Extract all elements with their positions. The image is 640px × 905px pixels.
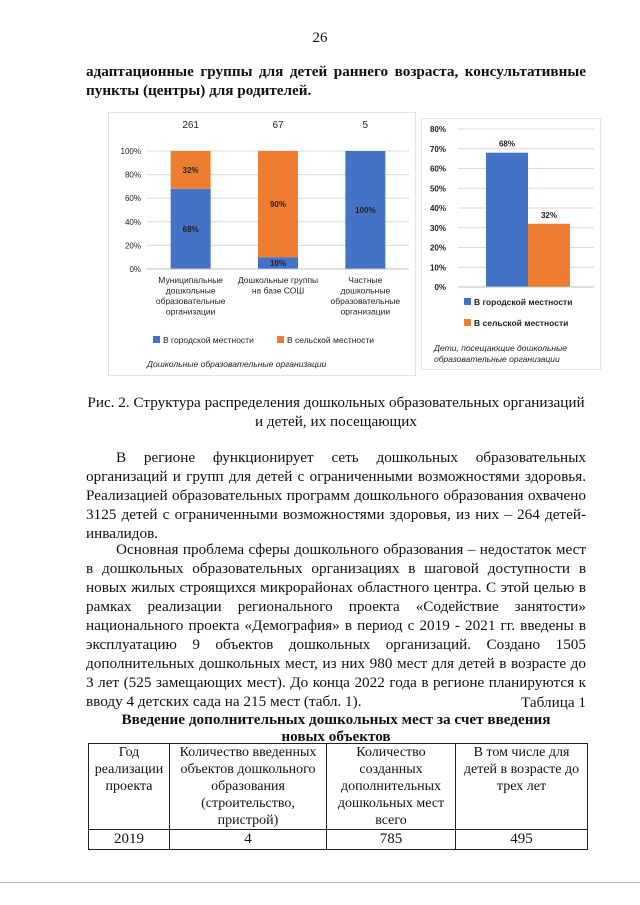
y-tick-label: 70% [429,144,446,154]
y-tick-label: 30% [429,223,446,233]
intro-paragraph: адаптационные группы для детей раннего возраста, консультативные пункты (центры) для родителей. [86,63,586,99]
data-label: 32% [182,165,199,175]
chart-children [421,118,601,370]
total-label: 261 [182,120,200,131]
chart-subtitle: образовательные организации [434,354,560,364]
category-label: организации [165,306,216,317]
chart-organizations [108,112,416,376]
chart-organizations-svg [109,113,415,375]
legend-swatch [277,336,284,343]
y-tick-label: 20% [124,241,141,251]
cell-objects: 4 [170,830,327,850]
total-label: 67 [272,120,284,131]
y-tick-label: 60% [124,194,141,204]
legend-label: В городской местности [163,335,254,345]
total-label: 5 [362,120,369,131]
figure-caption: Рис. 2. Структура распределения дошкольных образовательных организаций и детей, их посещающих [87,394,585,430]
legend-label: В сельской местности [287,335,375,345]
legend-swatch [464,319,471,326]
cell-places-under-three: 495 [456,830,588,850]
chart-children-svg [422,119,600,369]
chart-subtitle: Дошкольные образовательные организации [147,359,327,369]
table-row [89,830,588,850]
data-label: 68% [498,139,516,149]
data-label: 32% [540,210,558,220]
y-tick-label: 80% [124,170,141,180]
data-label: 10% [269,259,287,269]
table-title: Введение дополнительных дошкольных мест за счет введения новых объектов [121,711,551,745]
data-label: 90% [269,200,287,210]
category-label: дошкольные [340,285,391,296]
category-label: Частные [348,275,383,285]
legend-label: В городской местности [474,297,573,307]
y-tick-label: 50% [429,184,446,194]
category-label: на базе СОШ [251,285,305,296]
category-label: дошкольные [165,285,216,296]
y-tick-label: 40% [429,204,446,213]
paragraph-1: В регионе функционирует сеть дошкольных образовательных организаций и групп для детей с ограниченными возможностями здоровья. Реализацией образовательных программ дошкольного образования охвачено 3125 детей с ограниченными возможностями здоровья, из них – 264 детей-инвалидов. [86,449,586,542]
y-tick-label: 80% [429,125,446,134]
category-label: организации [340,306,391,317]
bar [486,153,528,287]
category-label: Дошкольные группы [237,275,319,285]
category-label: образовательные [155,296,226,306]
y-tick-label: 0% [129,265,141,274]
data-label: 68% [182,224,199,234]
cell-year: 2019 [89,830,170,850]
legend-label: В сельской местности [474,318,569,328]
chart-subtitle: Дети, посещающие дошкольные [434,343,567,353]
table-label: Таблица 1 [521,694,586,711]
legend-swatch [153,336,160,343]
page-number: 26 [312,30,328,46]
header-objects: Количество введенных объектов дошкольного образования (строительство, пристрой) [170,744,327,830]
header-places-total: Количество созданных дополнительных дошкольных мест всего [327,744,456,830]
header-year: Год реализации проекта [89,744,170,830]
header-places-under-three: В том числе для детей в возрасте до трех лет [456,744,588,830]
page-bottom-rule [0,882,640,883]
bar [528,224,570,287]
table-header-row [89,744,588,830]
y-tick-label: 20% [429,243,446,253]
legend-swatch [464,298,471,305]
y-tick-label: 0% [434,283,446,292]
data-label: 100% [355,206,376,215]
category-label: Муниципальные [158,275,224,285]
y-tick-label: 100% [120,147,141,156]
y-tick-label: 60% [429,164,446,174]
y-tick-label: 40% [124,217,141,227]
cell-places-total: 785 [327,830,456,850]
y-tick-label: 10% [429,263,446,273]
paragraph-2: Основная проблема сферы дошкольного образования – недостаток мест в дошкольных образовательных организациях в шаговой доступности в новых жилых строящихся микрорайонах областного центра. С этой целью в рамках реализации регионального проекта «Содействие занятости» национального проекта «Демография» в период с 2019 - 2021 гг. введены в эксплуатацию 9 объектов дошкольных организаций. Создано 1505 дополнительных дошкольных мест, из них 980 мест для детей в возрасте до 3 лет (525 замещающих мест). До конца 2022 года в регионе планируются к вводу 4 детских сада на 215 мест (табл. 1). [86,541,586,710]
category-label: образовательные [330,296,401,306]
new-places-table [88,743,588,850]
